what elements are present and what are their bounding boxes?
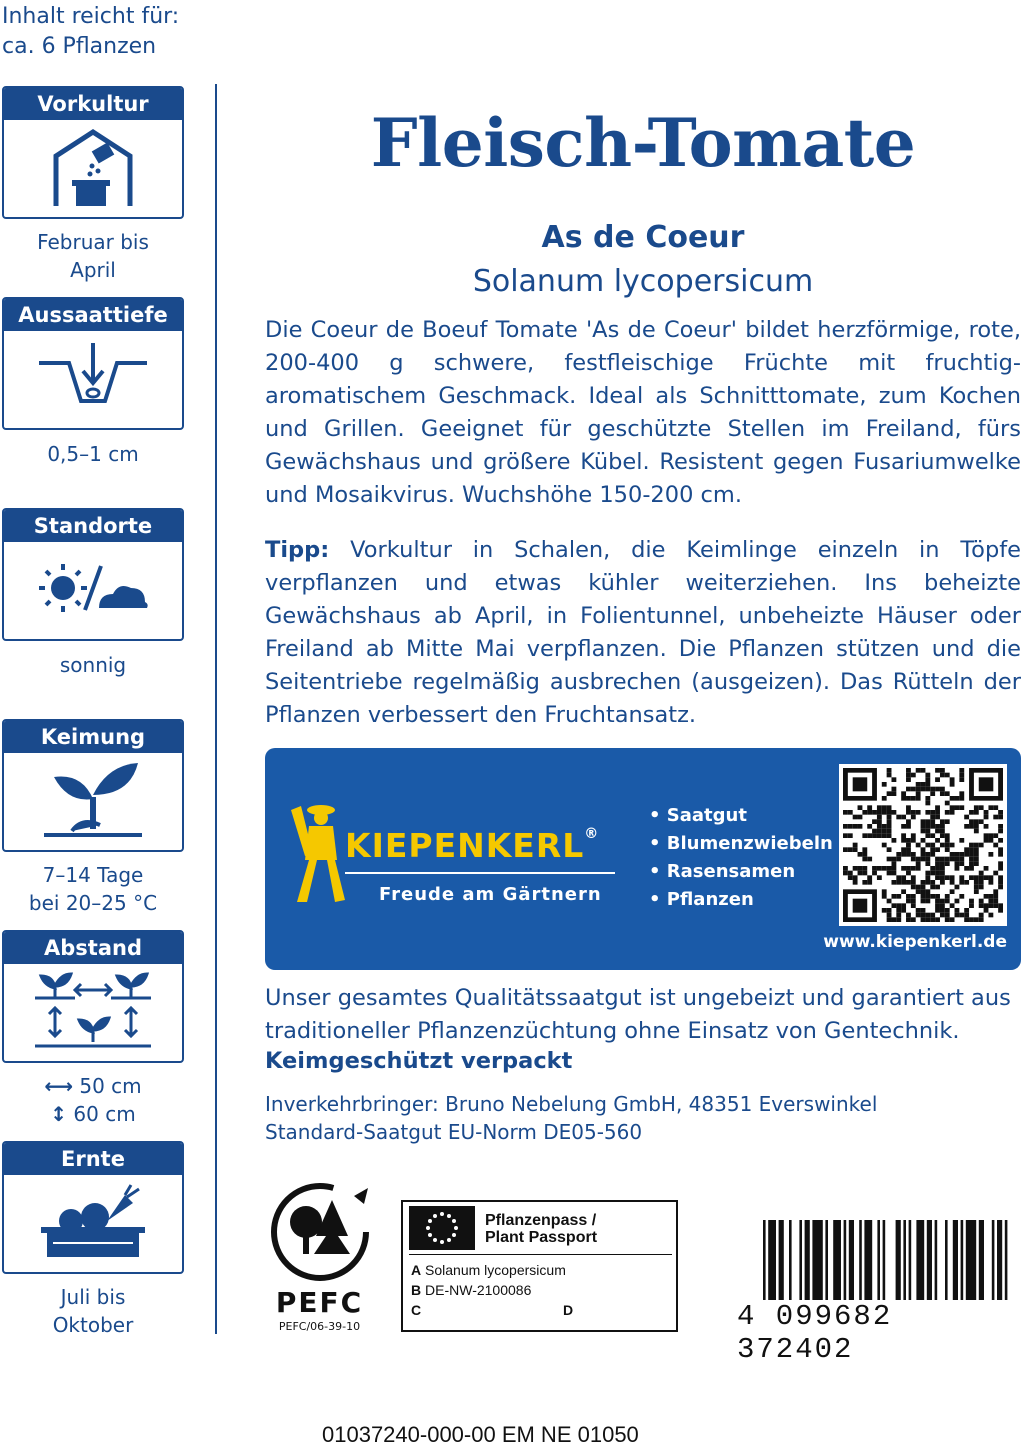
tip-label: Tipp: (265, 537, 330, 563)
pefc-trees-icon (266, 1178, 374, 1282)
info-box-title: Standorte (4, 510, 182, 542)
caption-line: 7–14 Tage (42, 863, 144, 887)
passport-row-c (411, 1302, 421, 1318)
caption-abstand (0, 1072, 186, 1128)
info-box-title: Abstand (4, 932, 182, 964)
caption-line (0, 1100, 186, 1128)
pefc-word: PEFC (275, 1286, 364, 1319)
brand-divider (345, 872, 615, 874)
offering-item: • Rasensamen (649, 861, 796, 882)
caption-line: April (70, 258, 116, 282)
contents-info (2, 2, 212, 62)
offering-item: • Saatgut (649, 805, 747, 826)
caption-line (0, 1072, 186, 1100)
info-box-abstand (2, 930, 184, 1063)
info-box-aussaattiefe (2, 297, 184, 430)
offerings-list (649, 802, 833, 914)
info-box-title: Vorkultur (4, 88, 182, 120)
article-code: 01037240-000-00 EM NE 01050 (322, 1422, 639, 1447)
caption-line: sonnig (59, 653, 127, 677)
standard-line: Standard-Saatgut EU-Norm DE05-560 (265, 1120, 643, 1144)
pefc-logo (262, 1178, 377, 1338)
latin-name: Solanum lycopersicum (472, 264, 814, 299)
tip-paragraph (265, 534, 1021, 732)
caption-line: 0,5–1 cm (47, 442, 139, 466)
info-box-title: Aussaattiefe (4, 299, 182, 331)
row-label: A (411, 1262, 422, 1278)
offering-item: • Pflanzen (649, 889, 754, 910)
row-value: Solanum lycopersicum (425, 1262, 566, 1278)
info-box-keimung (2, 719, 184, 852)
description-text: Die Coeur de Boeuf Tomate 'As de Coeur' bildet herzförmige, rote, 200-400 g schwere, festfleischige Früchte mit fruchtig-aromatischem Geschmack. Ideal als Schnitttomate, zum Kochen und Grillen. Geeignet für geschützte Stellen im Freiland, fürs Gewächshaus und größere Kübel. Resistent gegen Fusariumwelke und Mosaikvirus. Wuchshöhe 150-200 cm. (265, 317, 1021, 508)
contents-line-2: ca. 6 Pflanzen (2, 34, 157, 59)
offering-item: • Blumenzwiebeln (649, 833, 833, 854)
sun-cloud-icon (33, 548, 153, 632)
caption-value: 60 cm (73, 1102, 136, 1126)
caption-aussaattiefe (0, 440, 186, 468)
caption-value: 50 cm (79, 1074, 142, 1098)
vertical-arrow-icon: ↕ (50, 1102, 68, 1126)
passport-title-line: Plant Passport (485, 1229, 598, 1246)
pefc-code: PEFC/06-39-10 (278, 1320, 361, 1333)
row-value: DE-NW-2100086 (425, 1282, 532, 1298)
brand-text: KIEPENKERL (345, 826, 585, 865)
website-url[interactable]: www.kiepenkerl.de (823, 932, 1007, 952)
variety-name: As de Coeur (541, 220, 745, 255)
passport-title (485, 1212, 597, 1246)
harvest-crate-icon (33, 1181, 153, 1267)
brand-name (345, 826, 599, 865)
hiker-logo-icon (287, 802, 349, 906)
caption-standorte (0, 651, 186, 679)
passport-row-a (411, 1262, 566, 1278)
caption-keimung (0, 861, 186, 917)
protection-statement: Keimgeschützt verpackt (265, 1048, 573, 1074)
info-box-title: Keimung (4, 721, 182, 753)
horizontal-arrow-icon: ⟷ (44, 1074, 73, 1098)
passport-row-d (563, 1302, 573, 1318)
plant-spacing-icon (31, 970, 155, 1056)
tip-text: Vorkultur in Schalen, die Keimlinge einzeln in Töpfe verpflanzen und etwas kühler weiterziehen. Ins beheizte Gewächshaus ab April, in Folientunnel, unbeheizte Häuser oder Freiland ab Mitte Mai verpflanzen. Die Pflanzen stützen und die Seitentriebe regelmäßig ausbrechen (ausgeizen). Das Rütteln der Pflanzen verbessert den Fruchtansatz. (265, 537, 1021, 728)
sowing-depth-icon (33, 337, 153, 421)
caption-line: bei 20–25 °C (28, 891, 158, 915)
caption-vorkultur (0, 228, 186, 284)
caption-line: Februar bis (37, 230, 149, 254)
legal-info (265, 1090, 877, 1146)
distributor-line: Inverkehrbringer: Bruno Nebelung GmbH, 48351 Everswinkel (265, 1092, 878, 1116)
eu-flag-icon (409, 1206, 475, 1250)
plant-passport (401, 1200, 678, 1332)
caption-line: Oktober (52, 1313, 134, 1337)
qr-code[interactable] (839, 764, 1007, 926)
registered-mark: ® (584, 826, 600, 842)
brand-slogan: Freude am Gärtnern (379, 884, 602, 905)
passport-divider (409, 1254, 672, 1255)
passport-title-line: Pflanzenpass / (485, 1212, 597, 1229)
row-label: B (411, 1282, 422, 1298)
row-label: C (411, 1302, 422, 1318)
info-box-vorkultur (2, 86, 184, 219)
info-box-ernte (2, 1141, 184, 1274)
quality-statement: Unser gesamtes Qualitätssaatgut ist ungebeizt und garantiert aus traditioneller Pflanzenzüchtung ohne Einsatz von Gentechnik. (265, 985, 1011, 1044)
kiepenkerl-banner (265, 748, 1021, 970)
qr-code-icon (843, 768, 1003, 922)
greenhouse-sowing-icon (48, 126, 138, 210)
seedling-icon (38, 759, 148, 843)
barcode-number: 4 099682 372402 (737, 1300, 893, 1366)
caption-line: Juli bis (60, 1285, 126, 1309)
column-divider (215, 84, 217, 1334)
row-label: D (563, 1302, 574, 1318)
caption-ernte (0, 1283, 186, 1339)
contents-line-1: Inhalt reicht für: (2, 4, 180, 29)
info-box-title: Ernte (4, 1143, 182, 1175)
info-box-standorte (2, 508, 184, 641)
passport-row-b (411, 1282, 531, 1298)
product-title: Fleisch-Tomate (370, 104, 916, 182)
